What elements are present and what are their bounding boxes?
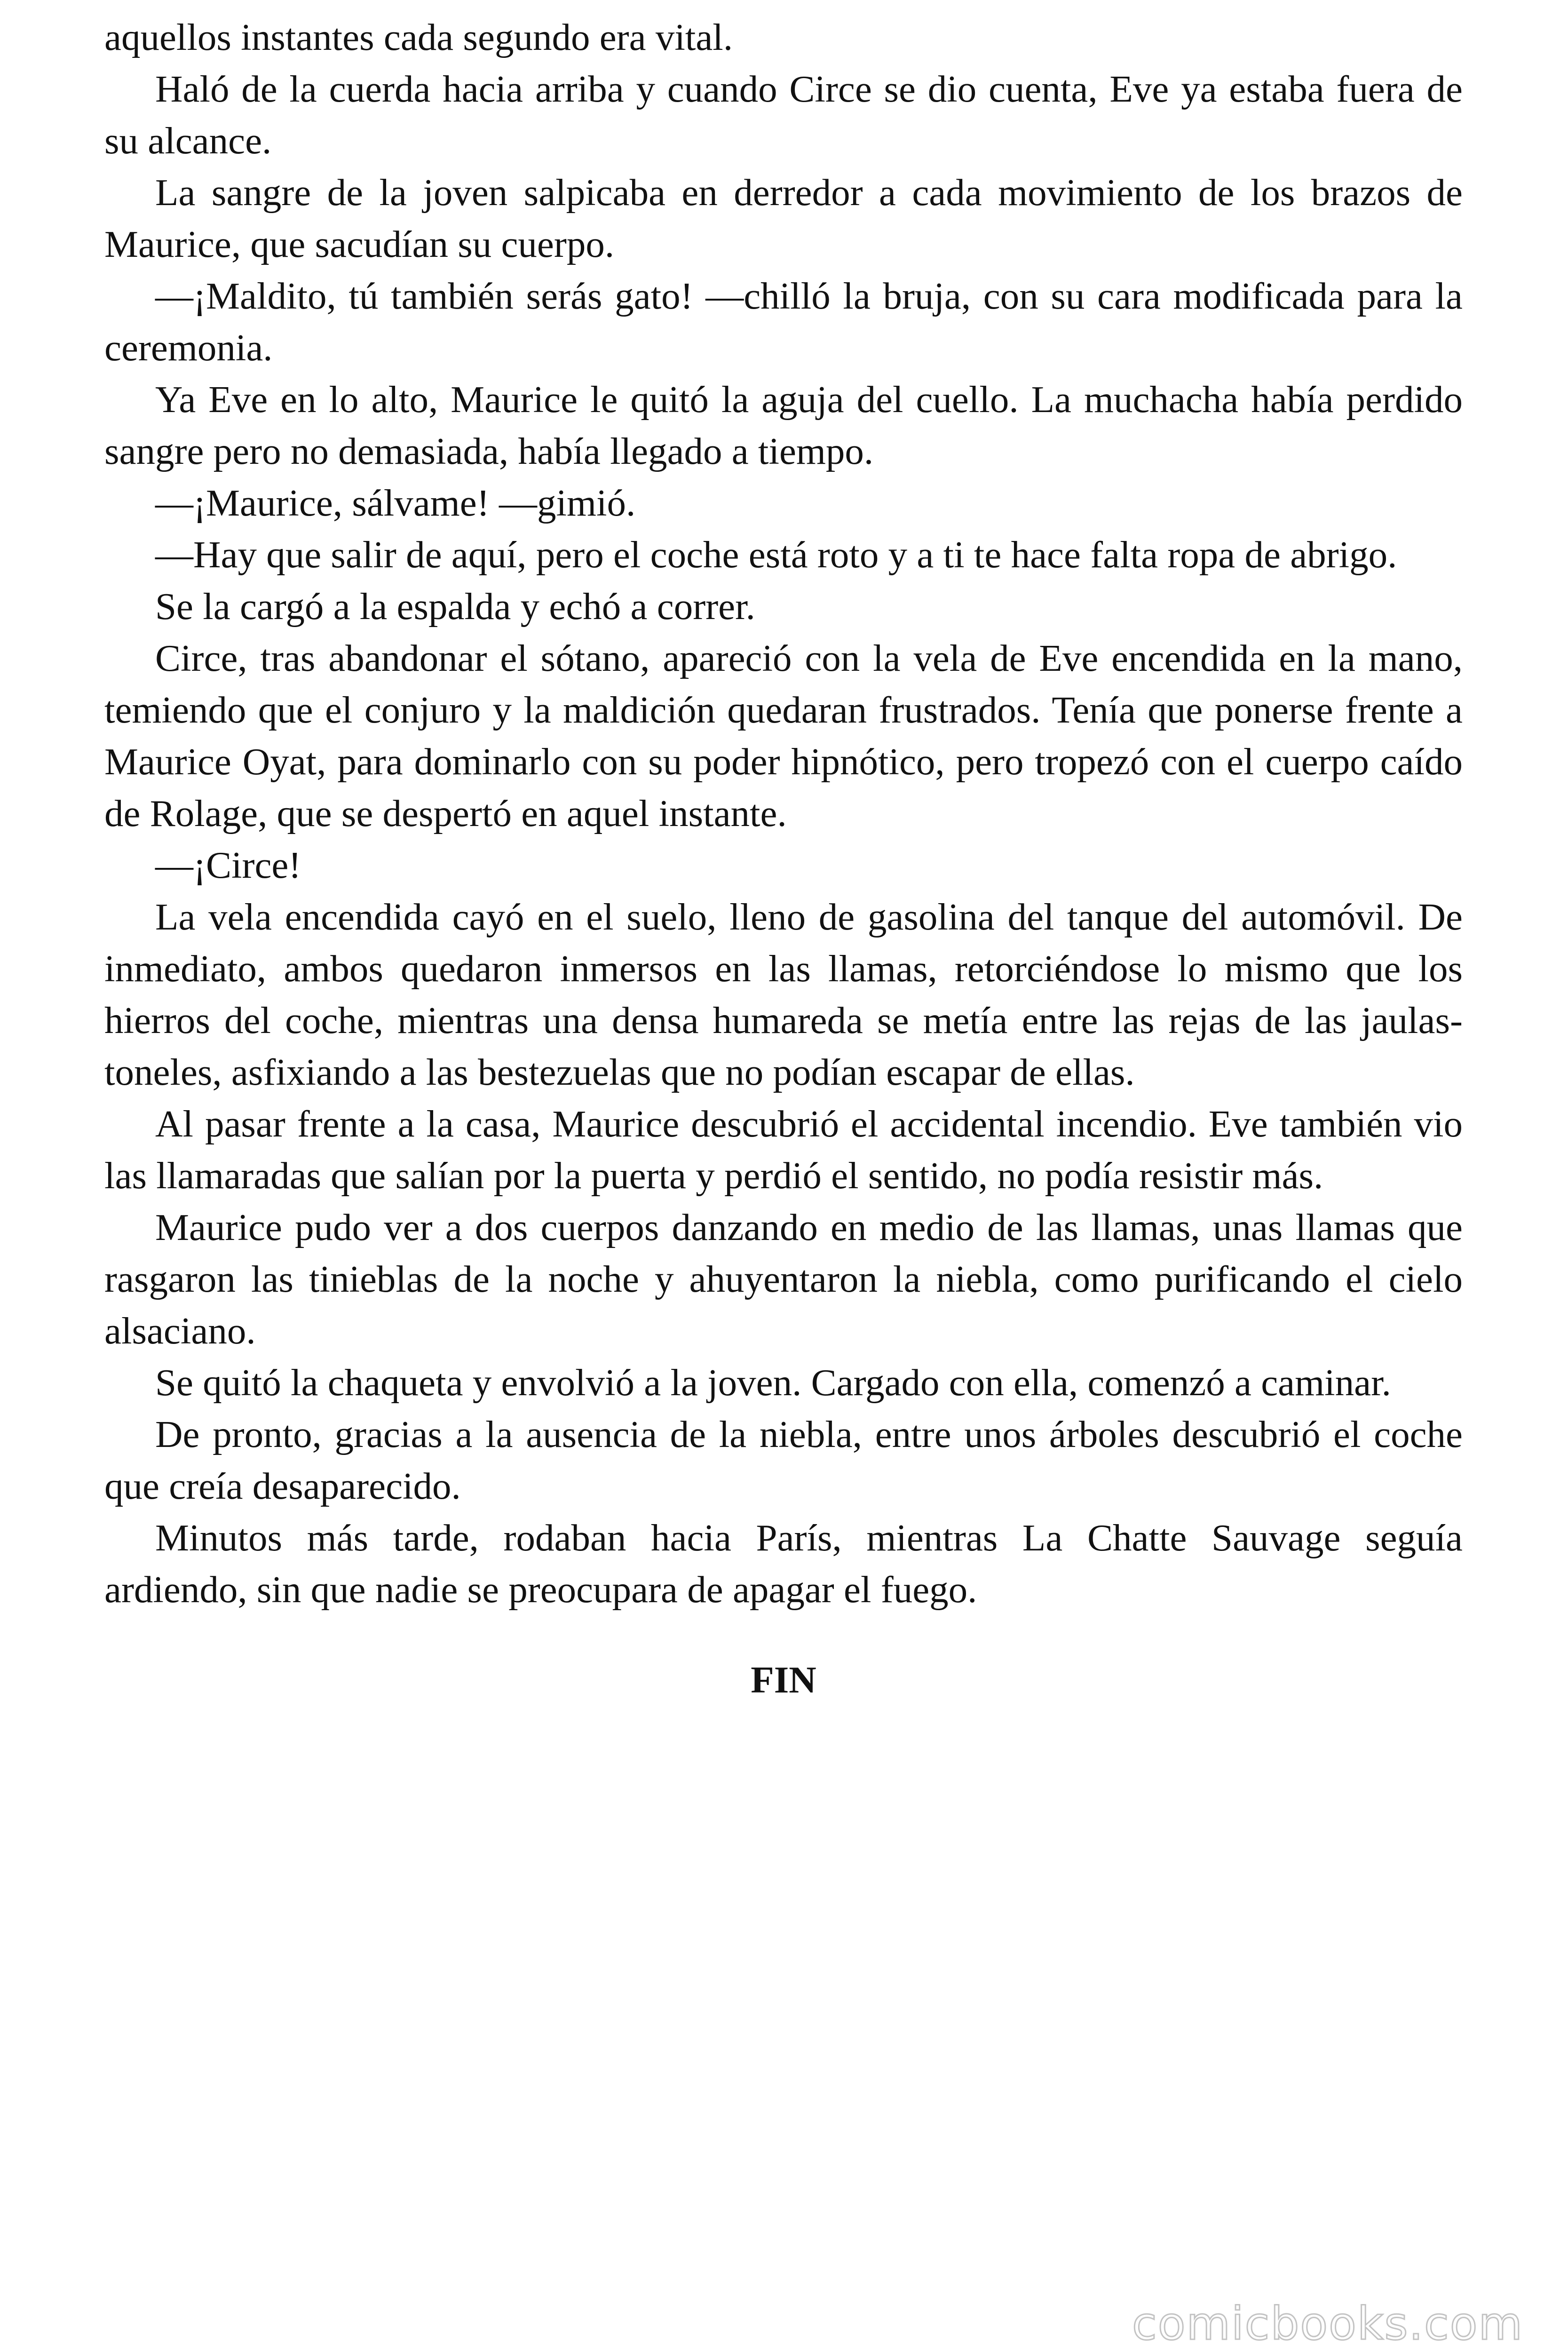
ending-title: FIN [751, 1659, 816, 1701]
paragraph-16: Minutos más tarde, rodaban hacia París, mientras La Chatte Sauvage seguía ardiendo, sin que nadie se preocupara de apagar el fuego. [104, 1517, 1463, 1611]
paragraph-15: De pronto, gracias a la ausencia de la niebla, entre unos árboles descubrió el coche que creía desaparecido. [104, 1413, 1463, 1507]
paragraph-10: —¡Circe! [155, 844, 301, 886]
paragraph-11: La vela encendida cayó en el suelo, lleno de gasolina del tanque del automóvil. De inmediato, ambos quedaron inmersos en las llamas, retorciéndose lo mismo que los hierros del coche, mientras una densa humareda se metía entre las rejas de las jaulas-toneles, asfixiando a las bestezuelas que no podían escapar de ellas. [104, 896, 1463, 1093]
paragraph-3: La sangre de la joven salpicaba en derredor a cada movimiento de los brazos de Maurice, que sacudían su cuerpo. [104, 171, 1463, 265]
paragraph-5: Ya Eve en lo alto, Maurice le quitó la aguja del cuello. La muchacha había perdido sangre pero no demasiada, había llegado a tiempo. [104, 378, 1463, 472]
paragraph-1: aquellos instantes cada segundo era vital. [104, 16, 733, 58]
paragraph-9: Circe, tras abandonar el sótano, apareció con la vela de Eve encendida en la mano, temiendo que el conjuro y la maldición quedaran frustrados. Tenía que ponerse frente a Maurice Oyat, para dominarlo con su poder hipnótico, pero tropezó con el cuerpo caído de Rolage, que se despertó en aquel instante. [104, 637, 1463, 834]
watermark: comicbooks.com [1132, 2297, 1523, 2350]
book-page [104, 11, 1463, 1706]
paragraph-7: —Hay que salir de aquí, pero el coche está roto y a ti te hace falta ropa de abrigo. [155, 533, 1397, 576]
paragraph-13: Maurice pudo ver a dos cuerpos danzando en medio de las llamas, unas llamas que rasgaron las tinieblas de la noche y ahuyentaron la niebla, como purificando el cielo alsaciano. [104, 1206, 1463, 1352]
paragraph-12: Al pasar frente a la casa, Maurice descubrió el accidental incendio. Eve también vio las llamaradas que salían por la puerta y perdió el sentido, no podía resistir más. [104, 1103, 1463, 1197]
paragraph-14: Se quitó la chaqueta y envolvió a la joven. Cargado con ella, comenzó a caminar. [155, 1361, 1391, 1404]
paragraph-2: Haló de la cuerda hacia arriba y cuando Circe se dio cuenta, Eve ya estaba fuera de su alcance. [104, 68, 1463, 162]
paragraph-6: —¡Maurice, sálvame! —gimió. [155, 482, 636, 524]
paragraph-4: —¡Maldito, tú también serás gato! —chilló la bruja, con su cara modificada para la ceremonia. [104, 275, 1463, 369]
paragraph-8: Se la cargó a la espalda y echó a correr. [155, 585, 755, 628]
